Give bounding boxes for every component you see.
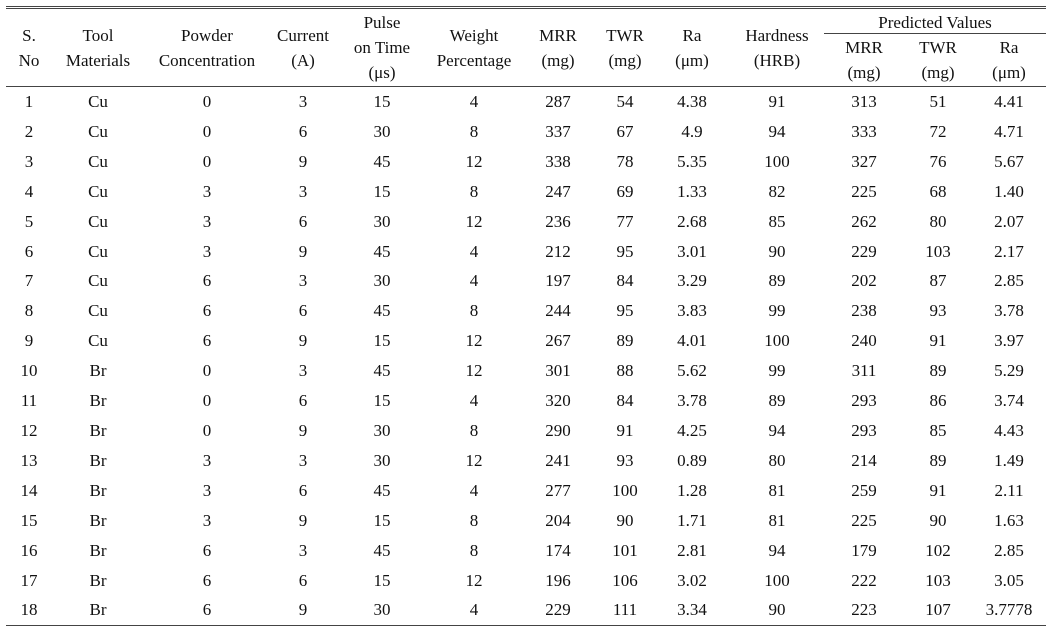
cell-sno: 6 bbox=[24, 241, 34, 261]
cell-predicted-twr: 103 bbox=[925, 570, 951, 590]
cell-powder-concentration: 0 bbox=[202, 121, 212, 141]
cell-powder-concentration: 6 bbox=[202, 570, 212, 590]
cell-predicted-twr: 68 bbox=[929, 181, 947, 201]
cell-current: 3 bbox=[298, 450, 308, 470]
cell-sno: 10 bbox=[20, 361, 38, 381]
cell-pulse-on-time: 45 bbox=[373, 540, 391, 560]
cell-current: 3 bbox=[298, 361, 308, 381]
cell-weight-percentage: 12 bbox=[465, 450, 483, 470]
table-row bbox=[6, 87, 1046, 117]
table-row bbox=[6, 566, 1046, 596]
col-header-pulse-on-time: Pulse on Time (μs) bbox=[336, 8, 428, 87]
cell-hardness: 100 bbox=[764, 331, 790, 351]
cell-predicted-ra: 4.41 bbox=[994, 92, 1024, 111]
cell-weight-percentage: 12 bbox=[465, 570, 483, 590]
table-row bbox=[6, 117, 1046, 147]
cell-tool-material: Br bbox=[89, 420, 107, 440]
cell-powder-concentration: 0 bbox=[202, 361, 212, 381]
table-row bbox=[6, 386, 1046, 416]
cell-hardness: 94 bbox=[768, 121, 786, 141]
cell-weight-percentage: 4 bbox=[469, 480, 479, 500]
cell-predicted-twr: 107 bbox=[904, 595, 972, 625]
cell-tool-material: Cu bbox=[88, 121, 108, 141]
cell-sno: 9 bbox=[24, 331, 34, 351]
cell-mrr: 277 bbox=[545, 480, 571, 500]
cell-current: 9 bbox=[270, 595, 336, 625]
cell-ra: 3.83 bbox=[677, 301, 707, 321]
cell-current: 9 bbox=[298, 510, 308, 530]
cell-pulse-on-time: 15 bbox=[373, 391, 391, 411]
cell-predicted-mrr: 333 bbox=[851, 121, 877, 141]
cell-twr: 95 bbox=[616, 241, 634, 261]
cell-predicted-twr: 103 bbox=[925, 241, 951, 261]
cell-ra: 3.78 bbox=[677, 391, 707, 411]
cell-tool-material: Cu bbox=[88, 271, 108, 291]
cell-mrr: 267 bbox=[545, 331, 571, 351]
cell-tool-material: Br bbox=[89, 540, 107, 560]
cell-mrr: 196 bbox=[545, 570, 571, 590]
cell-tool-material: Br bbox=[52, 595, 144, 625]
cell-current: 3 bbox=[298, 271, 308, 291]
cell-mrr: 290 bbox=[545, 420, 571, 440]
cell-weight-percentage: 12 bbox=[465, 211, 483, 231]
cell-powder-concentration: 6 bbox=[202, 331, 212, 351]
col-header-predicted-twr: TWR (mg) bbox=[904, 34, 972, 87]
cell-ra: 3.02 bbox=[677, 570, 707, 590]
table-row bbox=[6, 595, 1046, 625]
cell-predicted-twr: 51 bbox=[929, 92, 947, 111]
cell-predicted-mrr: 222 bbox=[851, 570, 877, 590]
col-header-tool-materials: Tool Materials bbox=[52, 8, 144, 87]
cell-hardness: 100 bbox=[764, 570, 790, 590]
cell-ra: 2.81 bbox=[677, 540, 707, 560]
cell-tool-material: Br bbox=[89, 450, 107, 470]
col-header-ra: Ra (μm) bbox=[654, 8, 730, 87]
cell-predicted-twr: 91 bbox=[929, 331, 947, 351]
cell-weight-percentage: 8 bbox=[469, 420, 479, 440]
table-header bbox=[6, 8, 1046, 87]
cell-predicted-twr: 76 bbox=[929, 151, 947, 171]
col-header-weight-percentage: Weight Percentage bbox=[428, 8, 520, 87]
cell-pulse-on-time: 30 bbox=[373, 420, 391, 440]
cell-hardness: 81 bbox=[768, 510, 786, 530]
table-row bbox=[6, 416, 1046, 446]
cell-predicted-twr: 86 bbox=[929, 391, 947, 411]
cell-hardness: 89 bbox=[768, 391, 786, 411]
cell-pulse-on-time: 45 bbox=[373, 361, 391, 381]
cell-ra: 4.9 bbox=[681, 121, 703, 141]
table-row bbox=[6, 207, 1046, 237]
cell-predicted-mrr: 262 bbox=[851, 211, 877, 231]
cell-predicted-mrr: 238 bbox=[851, 301, 877, 321]
cell-ra: 5.62 bbox=[677, 361, 707, 381]
cell-sno: 3 bbox=[24, 151, 34, 171]
cell-hardness: 81 bbox=[768, 480, 786, 500]
results-table bbox=[6, 6, 1046, 626]
col-header-predicted-ra: Ra (μm) bbox=[972, 34, 1046, 87]
cell-hardness: 99 bbox=[768, 361, 786, 381]
cell-predicted-mrr: 293 bbox=[851, 420, 877, 440]
cell-sno: 5 bbox=[24, 211, 34, 231]
cell-ra: 3.29 bbox=[677, 271, 707, 291]
cell-twr: 91 bbox=[616, 420, 634, 440]
cell-weight-percentage: 12 bbox=[465, 331, 483, 351]
cell-mrr: 212 bbox=[545, 241, 571, 261]
cell-current: 9 bbox=[298, 241, 308, 261]
cell-powder-concentration: 3 bbox=[202, 480, 212, 500]
cell-pulse-on-time: 15 bbox=[373, 92, 391, 111]
cell-pulse-on-time: 15 bbox=[373, 331, 391, 351]
cell-weight-percentage: 8 bbox=[469, 540, 479, 560]
cell-hardness: 100 bbox=[764, 151, 790, 171]
cell-predicted-ra: 2.17 bbox=[994, 241, 1024, 261]
cell-twr: 93 bbox=[616, 450, 634, 470]
cell-tool-material: Cu bbox=[88, 151, 108, 171]
cell-predicted-ra: 4.43 bbox=[994, 420, 1024, 440]
cell-predicted-mrr: 313 bbox=[851, 92, 877, 111]
cell-weight-percentage: 4 bbox=[469, 92, 479, 111]
cell-predicted-ra: 5.67 bbox=[994, 151, 1024, 171]
cell-tool-material: Cu bbox=[88, 241, 108, 261]
cell-predicted-mrr: 225 bbox=[851, 181, 877, 201]
cell-powder-concentration: 0 bbox=[202, 391, 212, 411]
cell-ra: 4.38 bbox=[677, 92, 707, 111]
cell-twr: 54 bbox=[616, 92, 634, 111]
cell-pulse-on-time: 45 bbox=[373, 480, 391, 500]
cell-predicted-twr: 89 bbox=[929, 361, 947, 381]
cell-predicted-twr: 87 bbox=[929, 271, 947, 291]
cell-twr: 89 bbox=[616, 331, 634, 351]
cell-predicted-mrr: 214 bbox=[851, 450, 877, 470]
cell-ra: 4.01 bbox=[677, 331, 707, 351]
cell-tool-material: Cu bbox=[88, 211, 108, 231]
cell-tool-material: Br bbox=[89, 391, 107, 411]
cell-predicted-mrr: 223 bbox=[824, 595, 904, 625]
cell-hardness: 89 bbox=[768, 271, 786, 291]
cell-hardness: 91 bbox=[768, 92, 786, 111]
cell-pulse-on-time: 30 bbox=[373, 121, 391, 141]
cell-predicted-ra: 1.49 bbox=[994, 450, 1024, 470]
cell-predicted-twr: 90 bbox=[929, 510, 947, 530]
cell-weight-percentage: 8 bbox=[469, 510, 479, 530]
col-header-mrr: MRR (mg) bbox=[520, 8, 596, 87]
cell-current: 3 bbox=[298, 181, 308, 201]
cell-twr: 101 bbox=[612, 540, 638, 560]
cell-predicted-mrr: 259 bbox=[851, 480, 877, 500]
cell-twr: 69 bbox=[616, 181, 634, 201]
cell-predicted-ra: 3.74 bbox=[994, 391, 1024, 411]
cell-twr: 77 bbox=[616, 211, 634, 231]
cell-hardness: 99 bbox=[768, 301, 786, 321]
cell-ra: 1.71 bbox=[677, 510, 707, 530]
cell-predicted-ra: 2.85 bbox=[994, 271, 1024, 291]
cell-predicted-mrr: 311 bbox=[851, 361, 877, 381]
table-row bbox=[6, 476, 1046, 506]
cell-pulse-on-time: 30 bbox=[336, 595, 428, 625]
cell-hardness: 94 bbox=[768, 420, 786, 440]
cell-tool-material: Cu bbox=[88, 301, 108, 321]
cell-twr: 111 bbox=[596, 595, 654, 625]
cell-powder-concentration: 3 bbox=[202, 510, 212, 530]
col-header-sno: S. No bbox=[6, 8, 52, 87]
cell-twr: 67 bbox=[616, 121, 634, 141]
cell-predicted-mrr: 225 bbox=[851, 510, 877, 530]
cell-current: 6 bbox=[298, 570, 308, 590]
table-row bbox=[6, 237, 1046, 267]
cell-powder-concentration: 6 bbox=[144, 595, 270, 625]
cell-predicted-ra: 5.29 bbox=[994, 361, 1024, 381]
cell-twr: 100 bbox=[612, 480, 638, 500]
cell-sno: 18 bbox=[6, 595, 52, 625]
cell-predicted-mrr: 202 bbox=[851, 271, 877, 291]
table-row bbox=[6, 296, 1046, 326]
cell-ra: 1.33 bbox=[677, 181, 707, 201]
cell-powder-concentration: 3 bbox=[202, 181, 212, 201]
cell-ra: 3.01 bbox=[677, 241, 707, 261]
cell-weight-percentage: 8 bbox=[469, 181, 479, 201]
cell-hardness: 90 bbox=[768, 241, 786, 261]
cell-powder-concentration: 6 bbox=[202, 540, 212, 560]
col-header-powder-concentration: Powder Concentration bbox=[144, 8, 270, 87]
cell-predicted-ra: 3.7778 bbox=[972, 595, 1046, 625]
cell-mrr: 244 bbox=[545, 301, 571, 321]
cell-mrr: 287 bbox=[545, 92, 571, 111]
cell-mrr: 197 bbox=[545, 271, 571, 291]
cell-twr: 84 bbox=[616, 271, 634, 291]
cell-current: 9 bbox=[298, 420, 308, 440]
cell-current: 6 bbox=[298, 121, 308, 141]
cell-sno: 7 bbox=[24, 271, 34, 291]
cell-predicted-ra: 3.78 bbox=[994, 301, 1024, 321]
cell-current: 9 bbox=[298, 331, 308, 351]
cell-pulse-on-time: 30 bbox=[373, 450, 391, 470]
cell-hardness: 90 bbox=[730, 595, 824, 625]
cell-mrr: 247 bbox=[545, 181, 571, 201]
cell-powder-concentration: 3 bbox=[202, 211, 212, 231]
cell-hardness: 82 bbox=[768, 181, 786, 201]
cell-predicted-ra: 2.85 bbox=[994, 540, 1024, 560]
cell-weight-percentage: 8 bbox=[469, 121, 479, 141]
cell-tool-material: Cu bbox=[88, 181, 108, 201]
cell-predicted-ra: 1.63 bbox=[994, 510, 1024, 530]
cell-ra: 5.35 bbox=[677, 151, 707, 171]
cell-tool-material: Cu bbox=[88, 331, 108, 351]
cell-sno: 15 bbox=[20, 510, 38, 530]
cell-weight-percentage: 8 bbox=[469, 301, 479, 321]
cell-sno: 17 bbox=[20, 570, 38, 590]
cell-current: 6 bbox=[298, 480, 308, 500]
cell-predicted-ra: 2.11 bbox=[994, 480, 1024, 500]
cell-powder-concentration: 3 bbox=[202, 241, 212, 261]
cell-current: 6 bbox=[298, 211, 308, 231]
predicted-values-header: Predicted Values bbox=[824, 8, 1046, 34]
cell-pulse-on-time: 30 bbox=[373, 211, 391, 231]
cell-predicted-twr: 89 bbox=[929, 450, 947, 470]
cell-sno: 14 bbox=[20, 480, 38, 500]
cell-predicted-twr: 91 bbox=[929, 480, 947, 500]
cell-sno: 2 bbox=[24, 121, 34, 141]
cell-mrr: 236 bbox=[545, 211, 571, 231]
cell-twr: 106 bbox=[612, 570, 638, 590]
cell-twr: 88 bbox=[616, 361, 634, 381]
cell-weight-percentage: 4 bbox=[469, 241, 479, 261]
cell-current: 3 bbox=[298, 540, 308, 560]
cell-weight-percentage: 4 bbox=[469, 271, 479, 291]
table-row bbox=[6, 446, 1046, 476]
cell-pulse-on-time: 15 bbox=[373, 570, 391, 590]
cell-pulse-on-time: 45 bbox=[373, 241, 391, 261]
cell-predicted-twr: 102 bbox=[925, 540, 951, 560]
cell-predicted-mrr: 240 bbox=[851, 331, 877, 351]
cell-mrr: 241 bbox=[545, 450, 571, 470]
cell-sno: 1 bbox=[24, 92, 34, 111]
cell-ra: 2.68 bbox=[677, 211, 707, 231]
cell-predicted-ra: 4.71 bbox=[994, 121, 1024, 141]
cell-current: 6 bbox=[298, 301, 308, 321]
cell-sno: 12 bbox=[20, 420, 38, 440]
cell-weight-percentage: 4 bbox=[428, 595, 520, 625]
cell-tool-material: Br bbox=[89, 361, 107, 381]
cell-weight-percentage: 12 bbox=[465, 361, 483, 381]
cell-sno: 11 bbox=[20, 391, 38, 411]
cell-mrr: 338 bbox=[545, 151, 571, 171]
cell-predicted-mrr: 229 bbox=[851, 241, 877, 261]
cell-mrr: 174 bbox=[545, 540, 571, 560]
table-body bbox=[6, 87, 1046, 626]
cell-tool-material: Br bbox=[89, 570, 107, 590]
cell-weight-percentage: 4 bbox=[469, 391, 479, 411]
cell-hardness: 85 bbox=[768, 211, 786, 231]
cell-ra: 3.34 bbox=[654, 595, 730, 625]
table-row bbox=[6, 506, 1046, 536]
cell-predicted-twr: 80 bbox=[929, 211, 947, 231]
cell-twr: 78 bbox=[616, 151, 634, 171]
cell-predicted-twr: 72 bbox=[929, 121, 947, 141]
col-header-predicted-mrr: MRR (mg) bbox=[824, 34, 904, 87]
cell-twr: 95 bbox=[616, 301, 634, 321]
cell-sno: 8 bbox=[24, 301, 34, 321]
col-header-current: Current (A) bbox=[270, 8, 336, 87]
cell-sno: 16 bbox=[20, 540, 38, 560]
cell-pulse-on-time: 45 bbox=[373, 151, 391, 171]
cell-current: 3 bbox=[298, 92, 308, 111]
cell-predicted-ra: 3.05 bbox=[994, 570, 1024, 590]
cell-sno: 13 bbox=[20, 450, 38, 470]
cell-hardness: 80 bbox=[768, 450, 786, 470]
cell-twr: 90 bbox=[616, 510, 634, 530]
cell-tool-material: Br bbox=[89, 480, 107, 500]
cell-pulse-on-time: 45 bbox=[373, 301, 391, 321]
col-header-twr: TWR (mg) bbox=[596, 8, 654, 87]
cell-predicted-ra: 3.97 bbox=[994, 331, 1024, 351]
cell-mrr: 337 bbox=[545, 121, 571, 141]
cell-weight-percentage: 12 bbox=[465, 151, 483, 171]
cell-tool-material: Cu bbox=[88, 92, 108, 111]
cell-powder-concentration: 0 bbox=[202, 151, 212, 171]
cell-powder-concentration: 6 bbox=[202, 271, 212, 291]
table-row bbox=[6, 147, 1046, 177]
cell-sno: 4 bbox=[24, 181, 34, 201]
cell-powder-concentration: 3 bbox=[202, 450, 212, 470]
cell-powder-concentration: 6 bbox=[202, 301, 212, 321]
cell-twr: 84 bbox=[616, 391, 634, 411]
cell-predicted-mrr: 327 bbox=[851, 151, 877, 171]
cell-pulse-on-time: 15 bbox=[373, 181, 391, 201]
cell-ra: 0.89 bbox=[677, 450, 707, 470]
cell-pulse-on-time: 15 bbox=[373, 510, 391, 530]
cell-hardness: 94 bbox=[768, 540, 786, 560]
cell-ra: 1.28 bbox=[677, 480, 707, 500]
cell-powder-concentration: 0 bbox=[202, 92, 212, 111]
cell-predicted-twr: 85 bbox=[929, 420, 947, 440]
table-row bbox=[6, 326, 1046, 356]
cell-predicted-mrr: 179 bbox=[851, 540, 877, 560]
cell-predicted-mrr: 293 bbox=[851, 391, 877, 411]
table-row bbox=[6, 356, 1046, 386]
cell-pulse-on-time: 30 bbox=[373, 271, 391, 291]
cell-powder-concentration: 0 bbox=[202, 420, 212, 440]
table-row bbox=[6, 266, 1046, 296]
cell-current: 6 bbox=[298, 391, 308, 411]
col-header-hardness: Hardness (HRB) bbox=[730, 8, 824, 87]
cell-predicted-twr: 93 bbox=[929, 301, 947, 321]
cell-mrr: 229 bbox=[520, 595, 596, 625]
cell-predicted-ra: 2.07 bbox=[994, 211, 1024, 231]
cell-tool-material: Br bbox=[89, 510, 107, 530]
table-row bbox=[6, 536, 1046, 566]
cell-predicted-ra: 1.40 bbox=[994, 181, 1024, 201]
cell-mrr: 301 bbox=[545, 361, 571, 381]
cell-ra: 4.25 bbox=[677, 420, 707, 440]
cell-current: 9 bbox=[298, 151, 308, 171]
cell-mrr: 204 bbox=[545, 510, 571, 530]
table-row bbox=[6, 177, 1046, 207]
cell-mrr: 320 bbox=[545, 391, 571, 411]
